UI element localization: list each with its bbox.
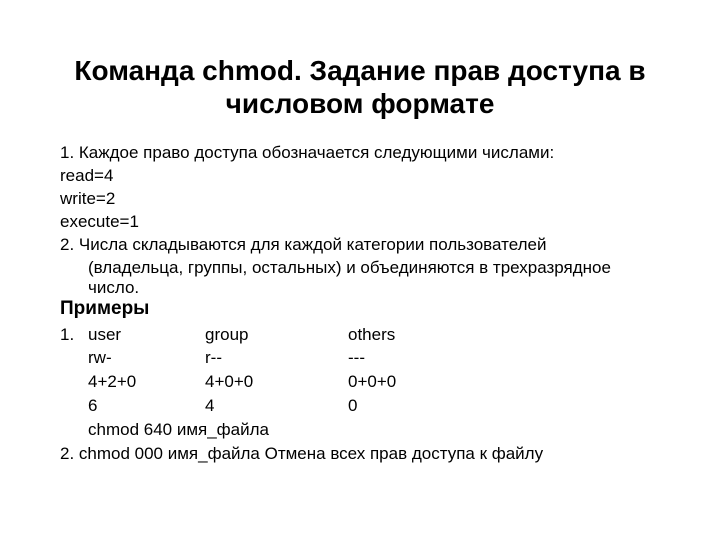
cell-user-digit: 6 [88, 396, 98, 415]
cell-group-digit: 4 [205, 396, 215, 415]
cell-others-header: others [348, 325, 396, 344]
slide-title-line-1: Команда chmod. Задание прав доступа в [74, 55, 646, 86]
cell-group-header: group [205, 325, 249, 344]
examples-heading: Примеры [60, 298, 150, 319]
cell-group-sum: 4+0+0 [205, 372, 254, 391]
write-value: write=2 [60, 189, 116, 208]
execute-value: execute=1 [60, 212, 139, 231]
cell-user-perms: rw- [88, 348, 112, 367]
paragraph-2-line-3: число. [88, 278, 140, 297]
slide-title-line-2: числовом формате [225, 88, 495, 119]
cell-group-perms: r-- [205, 348, 222, 367]
cell-others-perms: --- [348, 348, 365, 367]
slide-title [40, 54, 680, 120]
example-1-number: 1. [60, 325, 75, 344]
cell-user-header: user [88, 325, 122, 344]
paragraph-2-line-1: 2. Числа складываются для каждой категории пользователей [60, 235, 547, 254]
cell-others-digit: 0 [348, 396, 358, 415]
paragraph-1: 1. Каждое право доступа обозначается следующими числами: [60, 143, 555, 162]
read-value: read=4 [60, 166, 114, 185]
paragraph-2-line-2: (владельца, группы, остальных) и объединяются в трехразрядное [88, 258, 611, 277]
chmod-000-example: 2. chmod 000 имя_файла Отмена всех прав доступа к файлу [60, 444, 544, 463]
cell-others-sum: 0+0+0 [348, 372, 397, 391]
chmod-640-example: chmod 640 имя_файла [88, 420, 269, 439]
cell-user-sum: 4+2+0 [88, 372, 137, 391]
